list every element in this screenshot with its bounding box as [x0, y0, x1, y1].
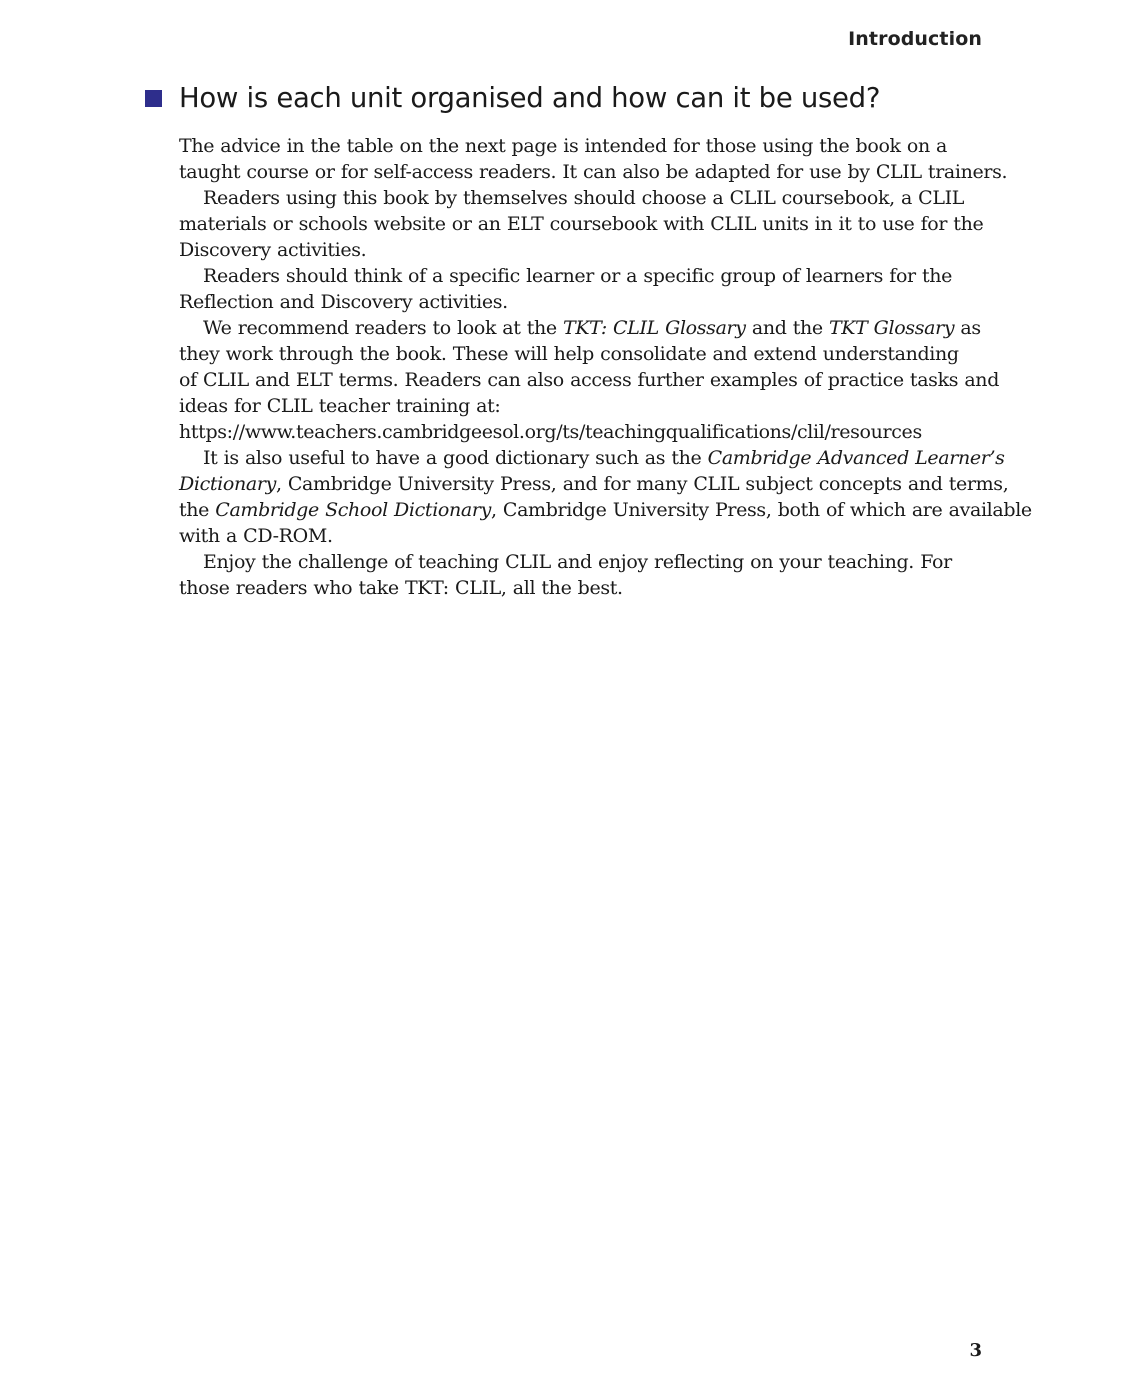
- text-run: with a CD-ROM.: [179, 525, 333, 547]
- text-line: [179, 367, 1000, 393]
- text-line: [179, 497, 1032, 523]
- text-line: [179, 393, 984, 419]
- text-line: [179, 237, 984, 263]
- text-run: materials or schools website or an ELT coursebook with CLIL units in it to use for the: [179, 213, 984, 235]
- text-run: The advice in the table on the next page is intended for those using the book on a: [179, 135, 948, 157]
- text-run: , Cambridge University Press, both of which are available: [491, 499, 1032, 521]
- text-line: [179, 289, 984, 315]
- running-head: Introduction: [848, 28, 982, 50]
- text-line: [179, 211, 984, 237]
- text-line: [179, 445, 1005, 471]
- paragraph: [179, 549, 984, 601]
- paragraph: [179, 445, 1032, 549]
- text-run: Reflection and Discovery activities.: [179, 291, 508, 313]
- text-run: Readers should think of a specific learner or a specific group of learners for the: [203, 265, 953, 287]
- paragraph: [179, 263, 984, 315]
- paragraph: [179, 133, 1008, 185]
- page-number: 3: [969, 1340, 982, 1361]
- text-run: Readers using this book by themselves should choose a CLIL coursebook, a CLIL: [203, 187, 965, 209]
- heading-text: How is each unit organised and how can it be used?: [179, 82, 881, 114]
- italic-title: Dictionary: [179, 473, 276, 495]
- paragraph: [179, 315, 1000, 445]
- text-run: Discovery activities.: [179, 239, 367, 261]
- italic-title: Cambridge Advanced Learner’s: [707, 447, 1005, 469]
- text-line: [179, 471, 1009, 497]
- resource-url: https://www.teachers.cambridgeesol.org/ts/teachingqualifications/clil/resources: [179, 421, 922, 443]
- italic-title: Cambridge School Dictionary: [215, 499, 491, 521]
- text-line: [179, 575, 984, 601]
- paragraph: [179, 185, 984, 263]
- text-run: those readers who take TKT: CLIL, all the best.: [179, 577, 623, 599]
- body-text: [179, 133, 1032, 601]
- text-run: and the: [745, 317, 829, 339]
- text-run: It is also useful to have a good dictionary such as the: [203, 447, 708, 469]
- text-line: [179, 263, 984, 289]
- text-run: taught course or for self-access readers. It can also be adapted for use by CLIL trainers.: [179, 161, 1008, 183]
- text-run: Enjoy the challenge of teaching CLIL and enjoy reflecting on your teaching. For: [203, 551, 952, 573]
- text-line: [179, 185, 984, 211]
- text-line: [179, 341, 984, 367]
- square-bullet-icon: [145, 90, 162, 107]
- text-run: ideas for CLIL teacher training at:: [179, 395, 501, 417]
- text-line: [179, 419, 984, 445]
- text-run: , Cambridge University Press, and for many CLIL subject concepts and terms,: [275, 473, 1009, 495]
- text-run: they work through the book. These will help consolidate and extend understanding: [179, 343, 959, 365]
- text-line: [179, 315, 984, 341]
- text-run: of CLIL and ELT terms. Readers can also access further examples of practice tasks and: [179, 369, 1000, 391]
- text-run: the: [179, 499, 216, 521]
- text-line: [179, 549, 984, 575]
- italic-title: TKT: CLIL Glossary: [563, 317, 746, 339]
- text-line: [179, 159, 1008, 185]
- italic-title: TKT Glossary: [828, 317, 955, 339]
- section-heading: [145, 82, 880, 114]
- text-run: as: [954, 317, 981, 339]
- text-line: [179, 523, 984, 549]
- text-line: [179, 133, 984, 159]
- text-run: We recommend readers to look at the: [203, 317, 563, 339]
